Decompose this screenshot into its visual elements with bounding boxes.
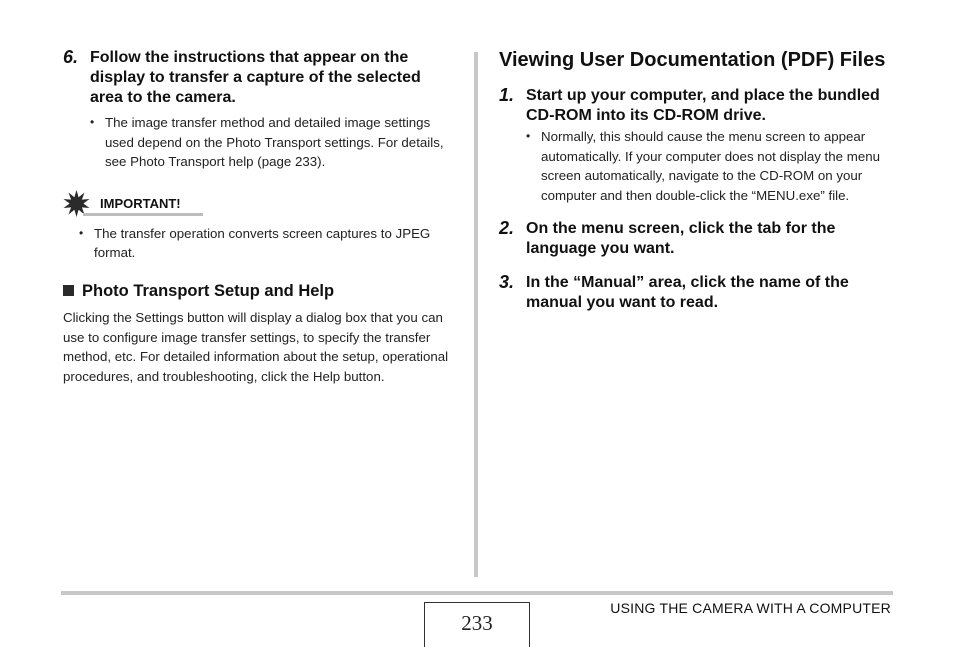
running-head: USING THE CAMERA WITH A COMPUTER — [610, 600, 891, 616]
left-column — [63, 48, 458, 386]
important-bullet: • The transfer operation converts screen captures to JPEG format. — [63, 224, 458, 263]
step-text: Follow the instructions that appear on the display to transfer a capture of the selected area to the camera. — [90, 49, 421, 106]
step-number: 1. — [499, 85, 515, 105]
important-label: IMPORTANT! — [100, 195, 181, 211]
step-3 — [499, 273, 899, 313]
footer-rule — [61, 591, 893, 595]
step-text: On the menu screen, click the tab for the language you want. — [526, 220, 836, 258]
right-column — [499, 48, 899, 313]
square-bullet-icon — [63, 285, 74, 296]
step-2 — [499, 219, 899, 259]
important-underline — [83, 213, 203, 216]
step-6-bullet: • The image transfer method and detailed image settings used depend on the Photo Transport settings. For details, see Photo Transport help (page 233). — [63, 113, 458, 172]
step-text: Start up your computer, and place the bundled CD-ROM into its CD-ROM drive. — [526, 87, 880, 124]
subsection-body: Clicking the Settings button will display a dialog box that you can use to configure image transfer settings, to specify the transfer method, etc. For detailed information about the setup, operational procedures, and troubleshooting, click the Help button. — [63, 309, 449, 384]
step-number: 2. — [499, 218, 515, 239]
column-divider — [474, 52, 478, 577]
step-1-bullet: • Normally, this should cause the menu screen to appear automatically. If your computer does not display the menu screen automatically, navigate to the CD-ROM on your computer and then double-click the “MENU.exe” file. — [499, 127, 899, 205]
step-text: In the “Manual” area, click the name of the manual you want to read. — [526, 274, 849, 312]
step-6 — [63, 48, 458, 108]
step-number: 3. — [499, 272, 515, 293]
page-number: 233 — [461, 611, 493, 635]
step-1 — [499, 86, 899, 126]
subsection-heading — [63, 281, 458, 301]
subsection-title: Photo Transport Setup and Help — [82, 281, 335, 300]
important-note — [63, 190, 458, 218]
page-number-box — [424, 602, 530, 647]
section-title: Viewing User Documentation (PDF) Files — [499, 49, 886, 71]
step-number: 6. — [63, 47, 79, 67]
